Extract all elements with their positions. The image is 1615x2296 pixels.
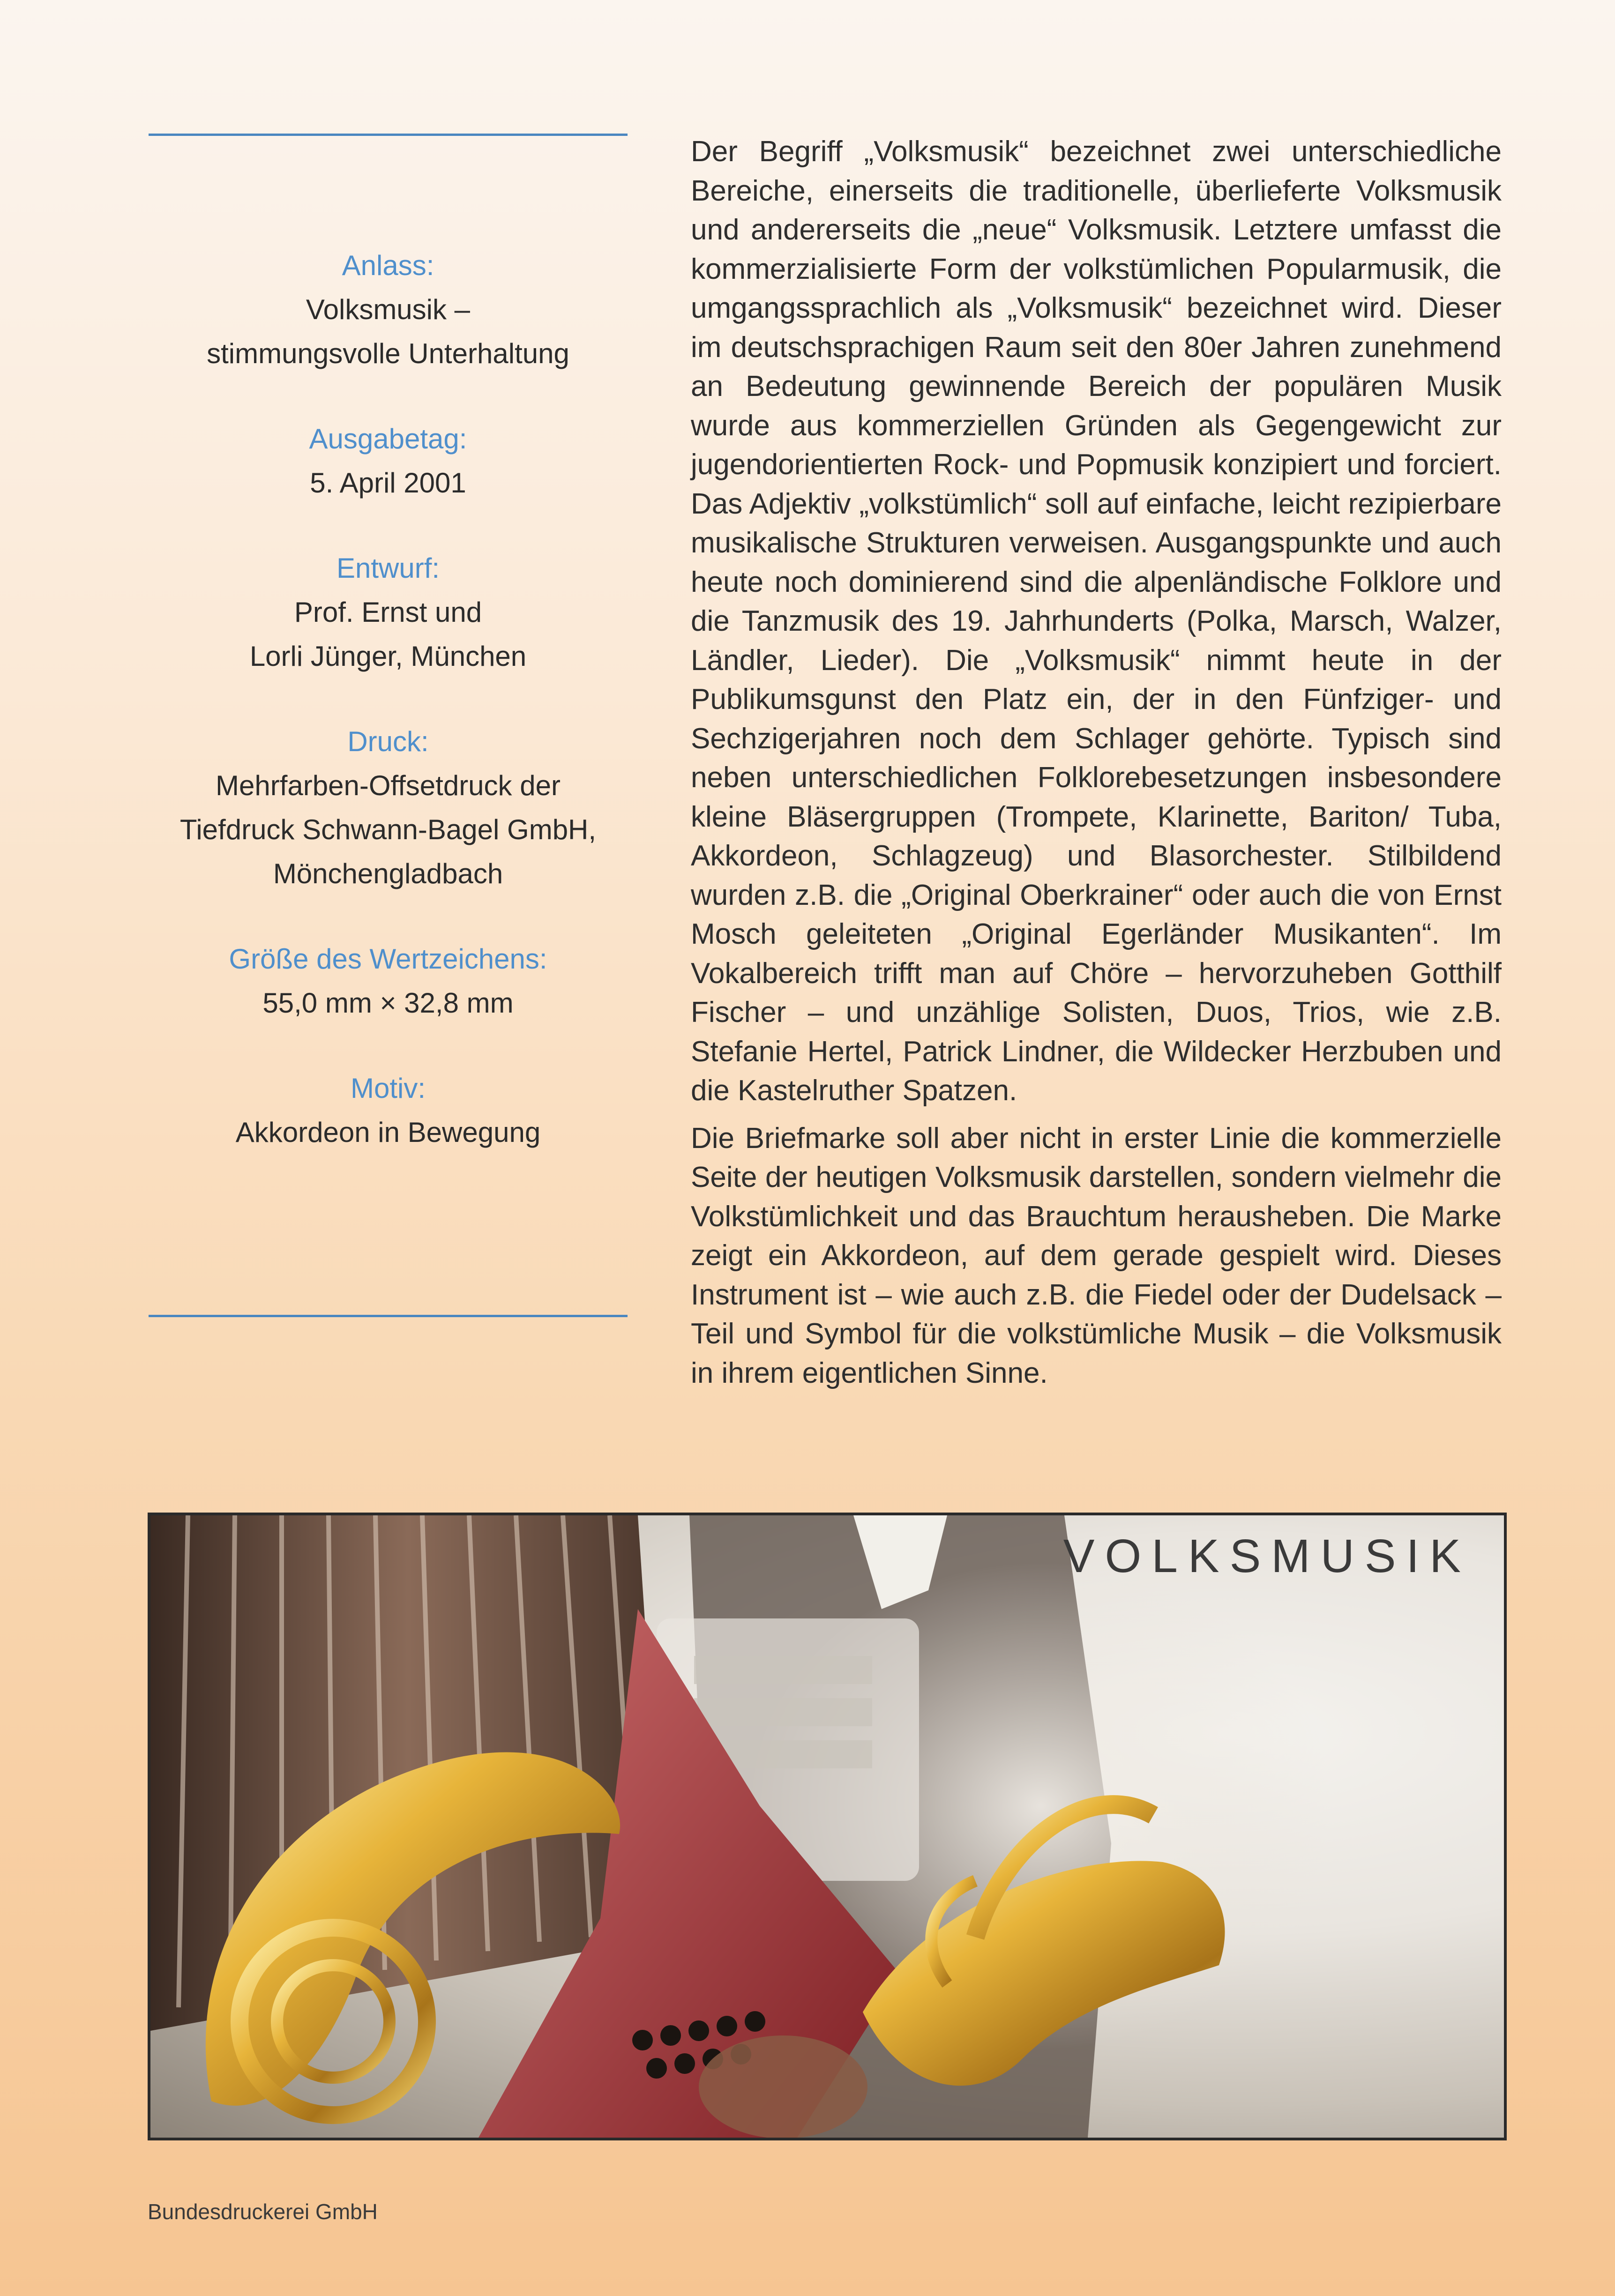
body-text (691, 132, 1502, 1401)
design-label: Entwurf: (336, 552, 440, 584)
printer-imprint: Bundesdruckerei GmbH (148, 2199, 378, 2224)
top-divider (149, 134, 628, 136)
size-label: Größe des Wertzeichens: (229, 943, 547, 975)
motif-label: Motiv: (350, 1073, 426, 1104)
bottom-divider (149, 1315, 628, 1317)
occasion-label: Anlass: (342, 250, 434, 281)
info-motif (149, 1066, 628, 1155)
body-paragraph-1: Der Begriff „Volksmusik“ bezeichnet zwei unterschiedliche Bereiche, einerseits die traditionelle, überlieferte Volksmusik und andererseits die „neue“ Volksmusik. Letztere umfasst die kommerzialisierte Form der volkstümlichen Popularmusik, die umgangssprachlich als „Volksmusik“ bezeichnet wird. Dieser im deutschsprachigen Raum seit den 80er Jahren zunehmend an Bedeutung gewinnende Bereich der populären Musik wurde aus kommerziellen Gründen als Gegengewicht zur jugendorientierten Rock- und Popmusik konzipiert und forciert. Das Adjektiv „volkstümlich“ soll auf einfache, leicht rezipierbare musikalische Strukturen verweisen. Ausgangspunkte und auch heute noch dominierend sind die alpenländische Folklore und die Tanzmusik des 19. Jahrhunderts (Polka, Marsch, Walzer, Ländler, Lieder). Die „Volksmusik“ nimmt heute in der Publikumsgunst den Platz ein, der in den Fünfziger- und Sechzigerjahren noch dem Schlager gehörte. Typisch sind neben unterschiedlichen Folklorebesetzungen insbesondere kleine Bläsergruppen (Trompete, Klarinette, Bariton/ Tuba, Akkordeon, Schlagzeug) und Blasorchester. Stilbildend wurden z.B. die „Original Oberkrainer“ oder auch die von Ernst Mosch geleiteten „Original Egerländer Musikanten“. Im Vokalbereich trifft man auf Chöre – hervorzuheben Gotthilf Fischer – und unzählige Solisten, Duos, Trios, wie z.B. Stefanie Hertel, Patrick Lindner, die Wildecker Herzbuben und die Kastelruther Spatzen. (691, 135, 1502, 1107)
size-value: 55,0 mm × 32,8 mm (262, 987, 514, 1019)
print-label: Druck: (347, 726, 429, 757)
print-line-1: Mehrfarben-Offsetdruck der (216, 770, 561, 801)
accordion-brass-illustration (150, 1515, 1504, 2138)
stamp-info-column (149, 244, 628, 1196)
info-size (149, 937, 628, 1025)
issue-date-value: 5. April 2001 (310, 467, 466, 499)
print-line-2: Tiefdruck Schwann-Bagel GmbH, (179, 814, 597, 845)
stamp-image (148, 1513, 1507, 2140)
design-line-1: Prof. Ernst und (294, 596, 482, 628)
info-print (149, 720, 628, 896)
motif-value: Akkordeon in Bewegung (235, 1117, 541, 1148)
print-line-3: Mönchengladbach (273, 858, 503, 889)
body-paragraph-2: Die Briefmarke soll aber nicht in erster Linie die kommerzielle Seite der heutigen Volksmusik darstellen, sondern vielmehr die Volkstümlichkeit und das Brauchtum herausheben. Die Marke zeigt ein Akkordeon, auf dem gerade gespielt wird. Dieses Instrument ist – wie auch z.B. die Fiedel oder der Dudelsack – Teil und Symbol für die volkstümliche Musik – die Volksmusik in ihrem eigentlichen Sinne. (691, 1122, 1502, 1389)
info-issue-date (149, 417, 628, 505)
design-line-2: Lorli Jünger, München (249, 641, 527, 672)
issue-date-label: Ausgabetag: (309, 423, 467, 455)
info-design (149, 546, 628, 678)
occasion-line-2: stimmungsvolle Unterhaltung (207, 338, 569, 369)
stamp-title: VOLKSMUSIK (1063, 1530, 1471, 1582)
occasion-line-1: Volksmusik – (306, 294, 471, 325)
info-occasion (149, 244, 628, 376)
